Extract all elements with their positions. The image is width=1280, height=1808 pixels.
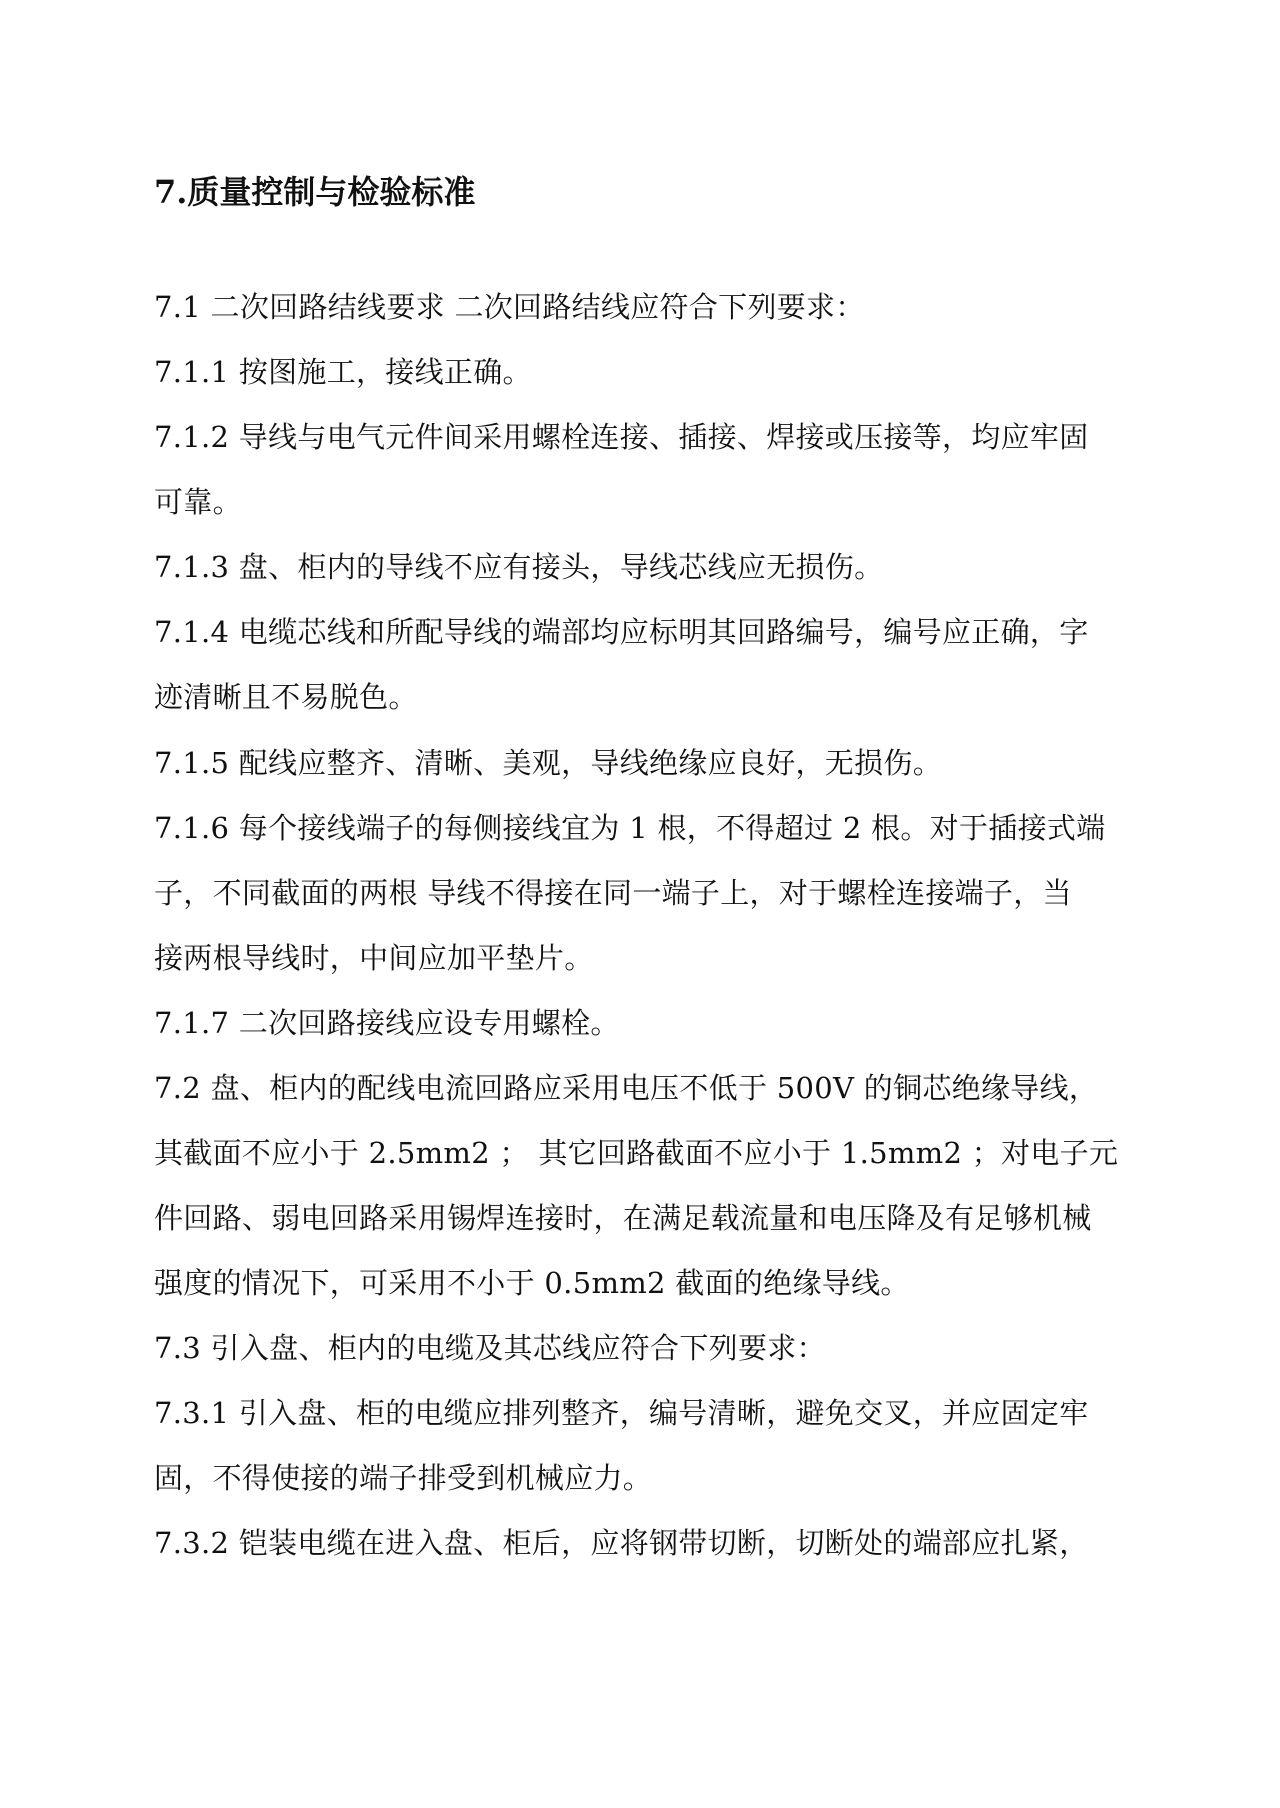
text-line: 7.1.4 电缆芯线和所配导线的端部均应标明其回路编号，编号应正确，字: [154, 615, 1089, 649]
text-line: 7.3.1 引入盘、柜的电缆应排列整齐，编号清晰，避免交叉，并应固定牢: [154, 1396, 1089, 1430]
text-line: 迹清晰且不易脱色。: [154, 680, 418, 714]
text-line: 7.1.2 导线与电气元件间采用螺栓连接、插接、焊接或压接等，均应牢固: [154, 420, 1089, 454]
text-line: 7.1.3 盘、柜内的导线不应有接头，导线芯线应无损伤。: [154, 550, 884, 584]
text-line: 接两根导线时，中间应加平垫片。: [154, 941, 594, 975]
text-line: 7.1 二次回路结线要求 二次回路结线应符合下列要求：: [154, 290, 865, 324]
text-line: 7.1.7 二次回路接线应设专用螺栓。: [154, 1006, 620, 1040]
text-line: 固，不得使接的端子排受到机械应力。: [154, 1461, 653, 1495]
section-title: 7.质量控制与检验标准: [154, 173, 476, 211]
text-line: 子，不同截面的两根 导线不得接在同一端子上，对于螺栓连接端子，当: [154, 876, 1072, 910]
text-line: 强度的情况下，可采用不小于 0.5mm2 截面的绝缘导线。: [154, 1266, 910, 1300]
text-line: 7.1.1 按图施工，接线正确。: [154, 355, 532, 389]
text-line: 7.3 引入盘、柜内的电缆及其芯线应符合下列要求：: [154, 1331, 826, 1365]
text-line: 其截面不应小于 2.5mm2 ； 其它回路截面不应小于 1.5mm2 ；对电子元: [154, 1136, 1119, 1170]
text-line: 件回路、弱电回路采用锡焊连接时，在满足载流量和电压降及有足够机械: [154, 1201, 1092, 1235]
text-line: 7.1.6 每个接线端子的每侧接线宜为 1 根，不得超过 2 根。对于插接式端: [154, 811, 1106, 845]
text-line: 7.2 盘、柜内的配线电流回路应采用电压不低于 500V 的铜芯绝缘导线，: [154, 1071, 1099, 1105]
text-line: 可靠。: [154, 485, 242, 519]
text-line: 7.3.2 铠装电缆在进入盘、柜后，应将钢带切断，切断处的端部应扎紧，: [154, 1526, 1089, 1560]
text-line: 7.1.5 配线应整齐、清晰、美观，导线绝缘应良好，无损伤。: [154, 746, 943, 780]
